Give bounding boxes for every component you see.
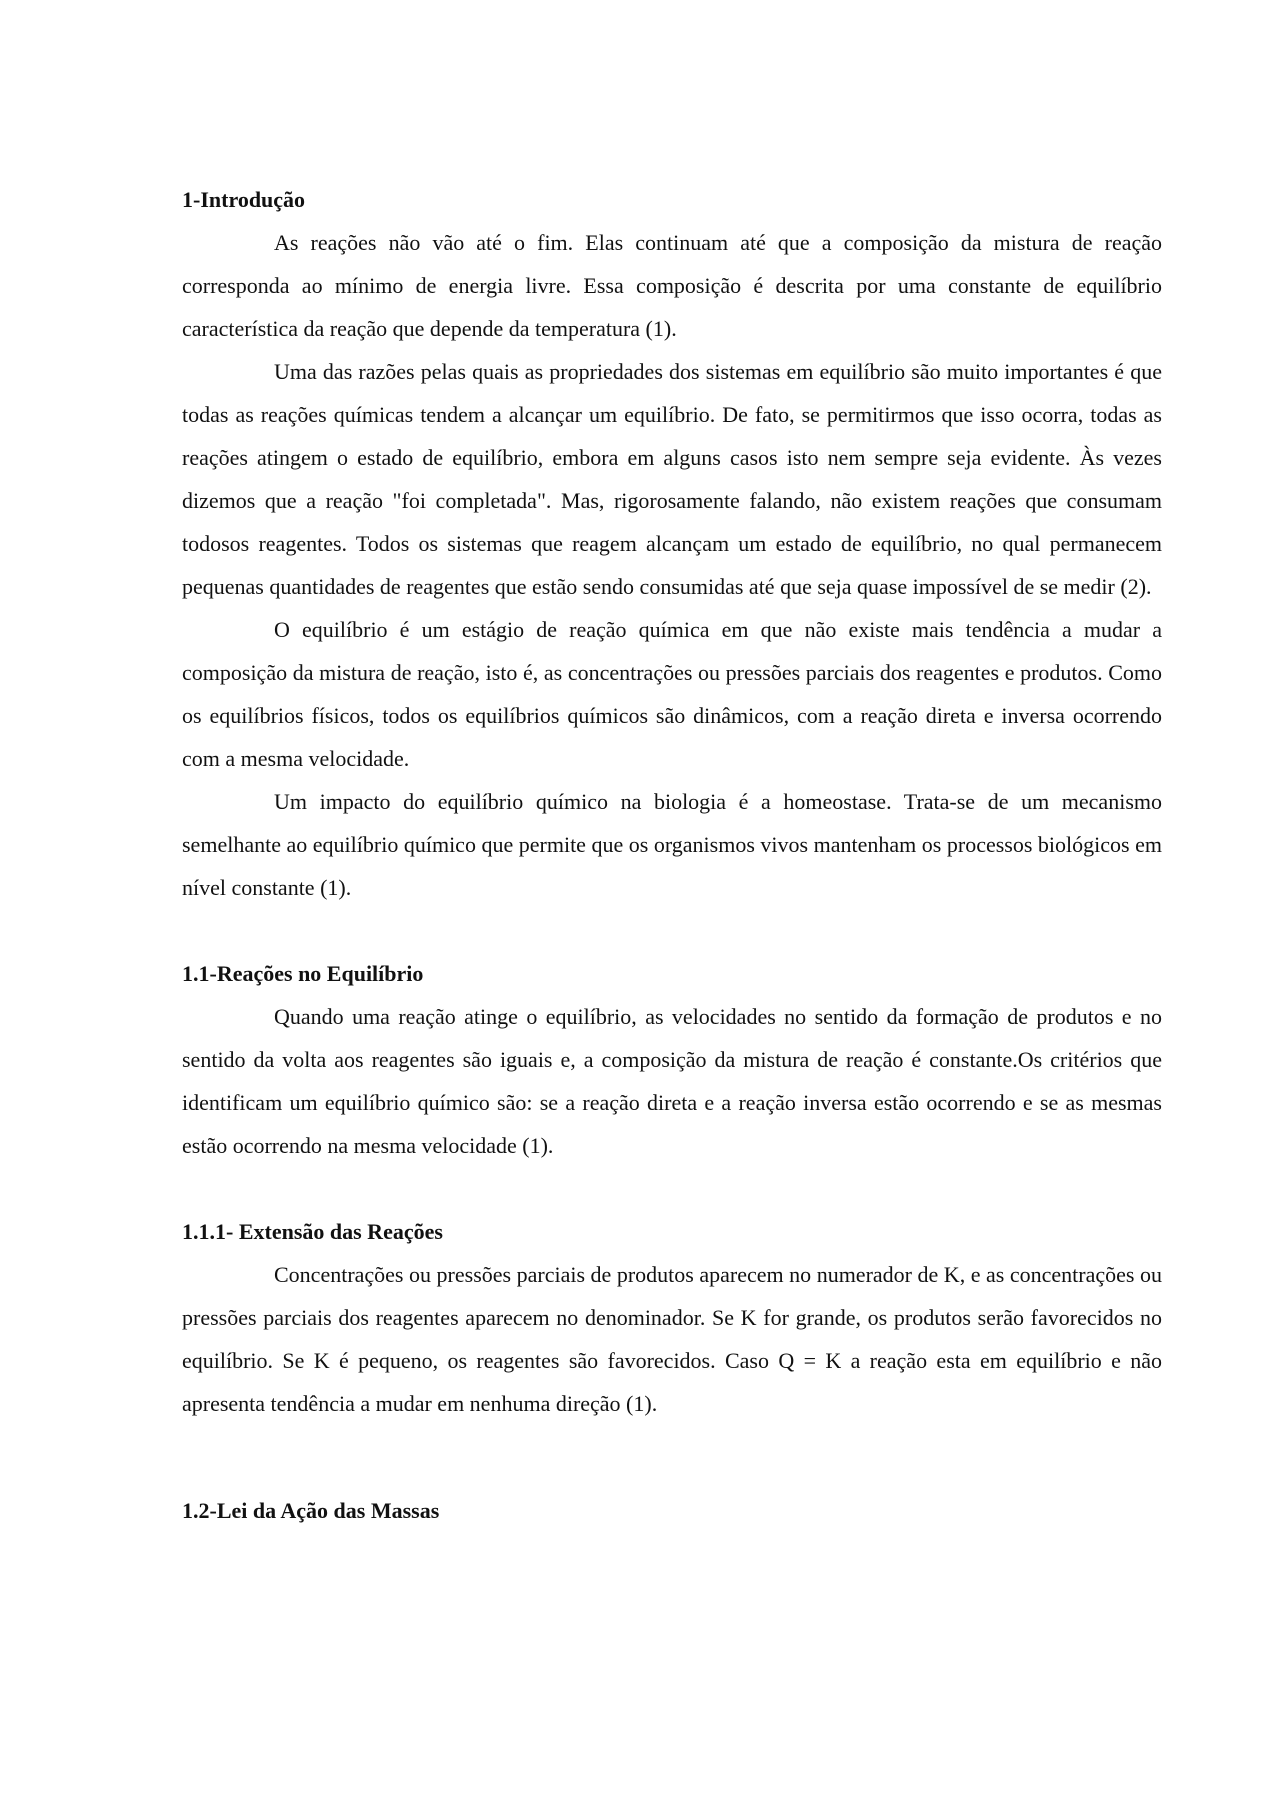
paragraph: As reações não vão até o fim. Elas continuam até que a composição da mistura de reação corresponda ao mínimo de energia livre. Essa composição é descrita por uma constante de equilíbrio característica da reação que depende da temperatura (1).: [182, 230, 1162, 341]
section-heading-extensao-das-reacoes: 1.1.1- Extensão das Reações: [182, 1219, 443, 1244]
paragraph: Quando uma reação atinge o equilíbrio, as velocidades no sentido da formação de produtos e no sentido da volta aos reagentes são iguais e, a composição da mistura de reação é constante.Os critérios que identificam um equilíbrio químico são: se a reação direta e a reação inversa estão ocorrendo e se as mesmas estão ocorrendo na mesma velocidade (1).: [182, 1004, 1162, 1158]
paragraph: O equilíbrio é um estágio de reação química em que não existe mais tendência a mudar a composição da mistura de reação, isto é, as concentrações ou pressões parciais dos reagentes e produtos. Como os equilíbrios físicos, todos os equilíbrios químicos são dinâmicos, com a reação direta e inversa ocorrendo com a mesma velocidade.: [182, 617, 1162, 771]
section-heading-introducao: 1-Introdução: [182, 187, 306, 212]
section-heading-lei-da-acao-das-massas: 1.2-Lei da Ação das Massas: [182, 1498, 440, 1523]
paragraph: Um impacto do equilíbrio químico na biologia é a homeostase. Trata-se de um mecanismo semelhante ao equilíbrio químico que permite que os organismos vivos mantenham os processos biológicos em nível constante (1).: [182, 789, 1162, 900]
section-spacer: [182, 1167, 1162, 1210]
section-heading-reacoes-no-equilibrio: 1.1-Reações no Equilíbrio: [182, 961, 424, 986]
section-spacer: [182, 1425, 1162, 1489]
document-page: [182, 178, 1162, 1532]
section-spacer: [182, 909, 1162, 952]
paragraph: Concentrações ou pressões parciais de produtos aparecem no numerador de K, e as concentrações ou pressões parciais dos reagentes aparecem no denominador. Se K for grande, os produtos serão favorecidos no equilíbrio. Se K é pequeno, os reagentes são favorecidos. Caso Q = K a reação esta em equilíbrio e não apresenta tendência a mudar em nenhuma direção (1).: [182, 1262, 1162, 1416]
paragraph: Uma das razões pelas quais as propriedades dos sistemas em equilíbrio são muito importantes é que todas as reações químicas tendem a alcançar um equilíbrio. De fato, se permitirmos que isso ocorra, todas as reações atingem o estado de equilíbrio, embora em alguns casos isto nem sempre seja evidente. Às vezes dizemos que a reação "foi completada". Mas, rigorosamente falando, não existem reações que consumam todosos reagentes. Todos os sistemas que reagem alcançam um estado de equilíbrio, no qual permanecem pequenas quantidades de reagentes que estão sendo consumidas até que seja quase impossível de se medir (2).: [182, 359, 1162, 599]
